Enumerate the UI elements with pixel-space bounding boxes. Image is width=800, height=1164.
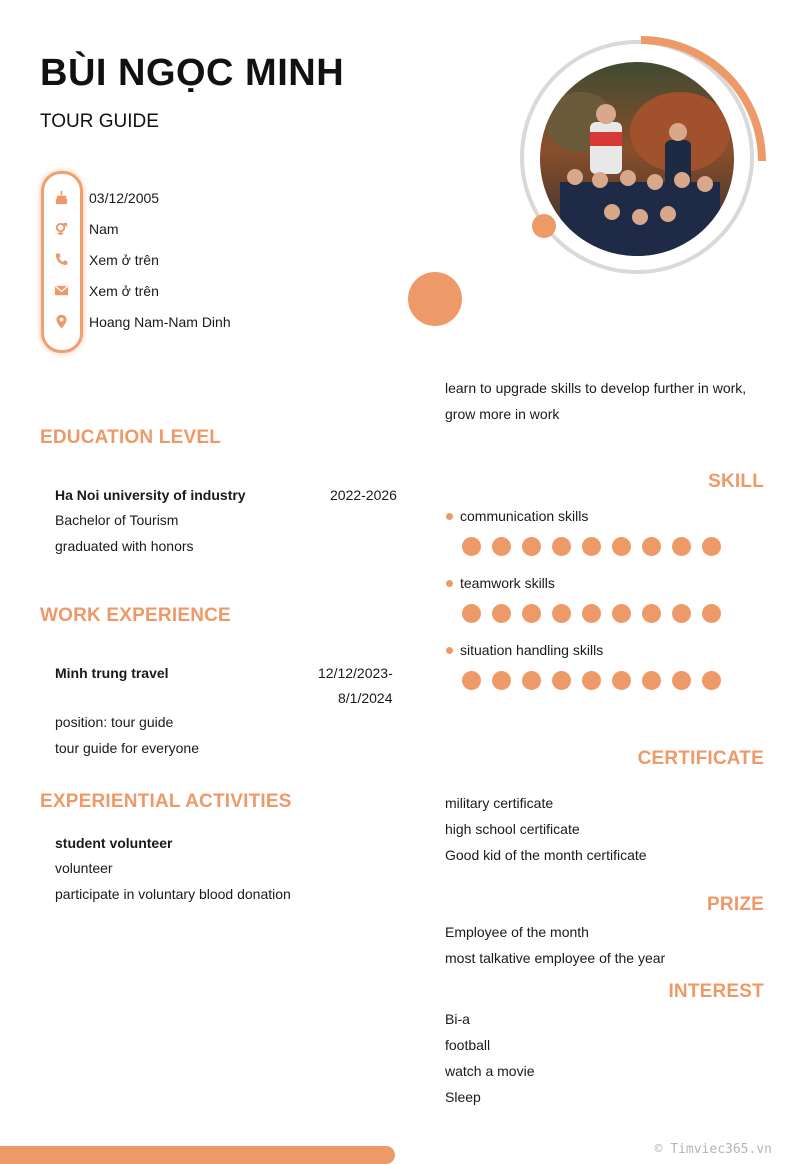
skill-level-dot bbox=[552, 671, 571, 690]
gender: Nam bbox=[89, 221, 119, 237]
candidate-name: BÙI NGỌC MINH bbox=[40, 52, 345, 94]
skill-level-dot bbox=[492, 671, 511, 690]
skill-level-dot bbox=[642, 537, 661, 556]
education-period: 2022-2026 bbox=[330, 487, 397, 503]
decor-dot-large bbox=[408, 272, 462, 326]
interest-item: Sleep bbox=[445, 1089, 481, 1105]
skill-level-dot bbox=[702, 671, 721, 690]
skill-level-dot bbox=[582, 671, 601, 690]
gender-icon bbox=[54, 217, 69, 239]
skill-level-dot bbox=[672, 604, 691, 623]
skill-level-dot bbox=[462, 604, 481, 623]
skill-level-dot bbox=[582, 537, 601, 556]
prize-item: Employee of the month bbox=[445, 924, 589, 940]
skill-level-dot bbox=[702, 537, 721, 556]
work-period-end: 8/1/2024 bbox=[338, 690, 393, 706]
work-company: Minh trung travel bbox=[55, 665, 169, 681]
skill-level-dot bbox=[702, 604, 721, 623]
certificate-item: high school certificate bbox=[445, 821, 580, 837]
education-school: Ha Noi university of industry bbox=[55, 487, 246, 503]
skill-level-dot bbox=[582, 604, 601, 623]
skill-bullet bbox=[446, 647, 453, 654]
skill-level-dot bbox=[612, 537, 631, 556]
phone-icon bbox=[54, 248, 69, 270]
decor-dot-small bbox=[532, 214, 556, 238]
skill-bullet bbox=[446, 580, 453, 587]
skill-level-dot bbox=[672, 537, 691, 556]
skill-level-dot bbox=[492, 537, 511, 556]
skill-level-dot bbox=[612, 604, 631, 623]
profile-photo bbox=[540, 62, 734, 256]
interest-heading: INTEREST bbox=[668, 981, 764, 1002]
interest-item: Bi-a bbox=[445, 1011, 470, 1027]
skill-level-dot bbox=[522, 537, 541, 556]
skill-level-dot bbox=[462, 671, 481, 690]
skill-bullet bbox=[446, 513, 453, 520]
skill-level-dot bbox=[552, 537, 571, 556]
email: Xem ở trên bbox=[89, 283, 159, 299]
work-heading: WORK EXPERIENCE bbox=[40, 605, 231, 626]
education-heading: EDUCATION LEVEL bbox=[40, 427, 222, 448]
envelope-icon bbox=[54, 279, 69, 301]
skill-level-dot bbox=[642, 604, 661, 623]
education-line: Bachelor of Tourism bbox=[55, 512, 179, 528]
cake-icon bbox=[54, 186, 69, 208]
skill-name: teamwork skills bbox=[460, 575, 555, 591]
address: Hoang Nam-Nam Dinh bbox=[89, 314, 231, 330]
skill-level-dot bbox=[462, 537, 481, 556]
birthdate: 03/12/2005 bbox=[89, 190, 160, 206]
interest-item: football bbox=[445, 1037, 491, 1053]
skill-level-dot bbox=[552, 604, 571, 623]
skill-name: communication skills bbox=[460, 508, 589, 524]
prize-item: most talkative employee of the year bbox=[445, 950, 666, 966]
certificate-item: military certificate bbox=[445, 795, 554, 811]
interest-item: watch a movie bbox=[445, 1063, 535, 1079]
skill-level-dot bbox=[522, 671, 541, 690]
education-line: graduated with honors bbox=[55, 538, 194, 554]
skill-level-dot bbox=[642, 671, 661, 690]
watermark: © Timviec365.vn bbox=[654, 1142, 772, 1157]
phone: Xem ở trên bbox=[89, 252, 159, 268]
skill-level-dot bbox=[672, 671, 691, 690]
activities-line: volunteer bbox=[55, 860, 113, 876]
work-line: tour guide for everyone bbox=[55, 740, 199, 756]
certificate-item: Good kid of the month certificate bbox=[445, 847, 647, 863]
job-title: TOUR GUIDE bbox=[40, 111, 159, 132]
objective-line: grow more in work bbox=[445, 406, 560, 422]
skill-level-dot bbox=[522, 604, 541, 623]
skill-heading: SKILL bbox=[708, 471, 764, 492]
work-line: position: tour guide bbox=[55, 714, 174, 730]
skill-level-dot bbox=[612, 671, 631, 690]
work-period-start: 12/12/2023- bbox=[318, 665, 393, 681]
certificate-heading: CERTIFICATE bbox=[637, 748, 764, 769]
activities-org: student volunteer bbox=[55, 835, 173, 851]
activities-heading: EXPERIENTIAL ACTIVITIES bbox=[40, 791, 292, 812]
activities-line: participate in voluntary blood donation bbox=[55, 886, 291, 902]
objective-line: learn to upgrade skills to develop further in work, bbox=[445, 380, 747, 396]
skill-name: situation handling skills bbox=[460, 642, 604, 658]
prize-heading: PRIZE bbox=[707, 894, 764, 915]
footer-accent-bar bbox=[0, 1146, 395, 1164]
location-pin-icon bbox=[54, 310, 69, 332]
skill-level-dot bbox=[492, 604, 511, 623]
